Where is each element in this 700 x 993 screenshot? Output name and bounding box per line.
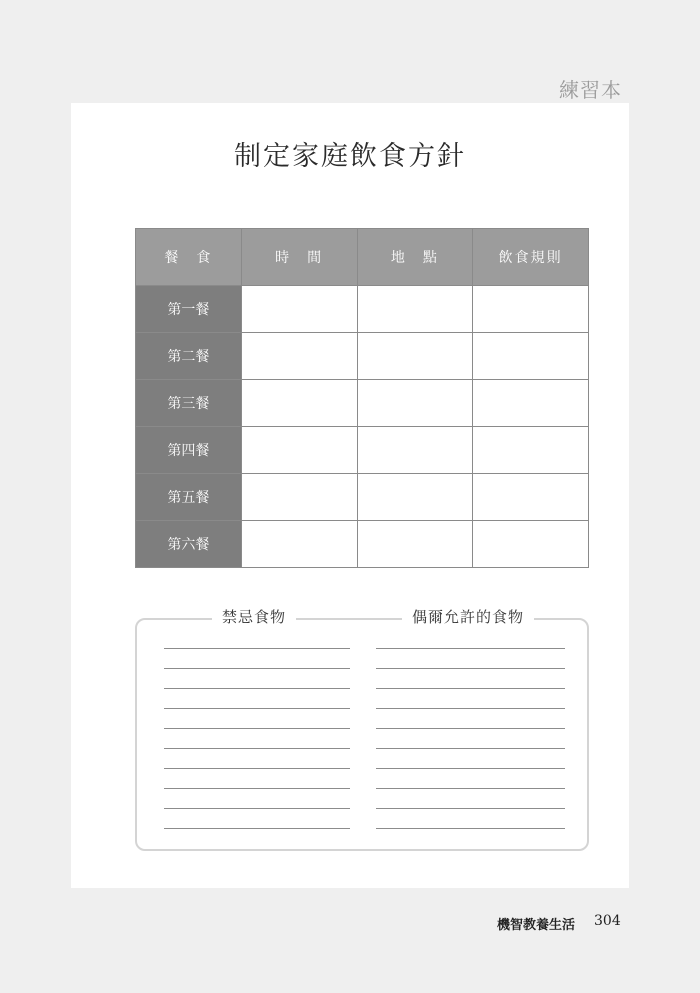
rules-cell[interactable] xyxy=(473,427,589,474)
row-label: 第二餐 xyxy=(136,333,242,380)
writing-line[interactable] xyxy=(164,708,350,709)
column-header-rules: 飲食規則 xyxy=(473,229,589,286)
table-header-row xyxy=(136,229,589,286)
page-title: 制定家庭飲食方針 xyxy=(234,141,466,172)
writing-line[interactable] xyxy=(164,808,350,809)
time-cell[interactable] xyxy=(241,333,357,380)
footer-book-title: 機智教養生活 xyxy=(497,918,576,933)
writing-line[interactable] xyxy=(376,768,565,769)
rules-cell[interactable] xyxy=(473,286,589,333)
writing-line[interactable] xyxy=(164,688,350,689)
time-cell[interactable] xyxy=(241,427,357,474)
meal-plan-table xyxy=(135,228,589,568)
rules-cell[interactable] xyxy=(473,380,589,427)
page-number: 304 xyxy=(594,913,621,929)
row-label: 第五餐 xyxy=(136,474,242,521)
time-cell[interactable] xyxy=(241,474,357,521)
writing-line[interactable] xyxy=(164,768,350,769)
row-label: 第三餐 xyxy=(136,380,242,427)
place-cell[interactable] xyxy=(357,521,473,568)
place-cell[interactable] xyxy=(357,427,473,474)
writing-line[interactable] xyxy=(376,648,565,649)
writing-line[interactable] xyxy=(376,728,565,729)
writing-line[interactable] xyxy=(376,808,565,809)
time-cell[interactable] xyxy=(241,380,357,427)
writing-line[interactable] xyxy=(376,708,565,709)
time-cell[interactable] xyxy=(241,286,357,333)
table-row xyxy=(136,427,589,474)
writing-line[interactable] xyxy=(164,788,350,789)
table-row xyxy=(136,286,589,333)
forbidden-foods-lines xyxy=(164,648,350,848)
writing-line[interactable] xyxy=(164,728,350,729)
writing-line[interactable] xyxy=(164,648,350,649)
header-label: 練習本 xyxy=(559,78,622,102)
time-cell[interactable] xyxy=(241,521,357,568)
rules-cell[interactable] xyxy=(473,521,589,568)
allowed-foods-lines xyxy=(376,648,565,848)
writing-line[interactable] xyxy=(376,828,565,829)
table-row xyxy=(136,380,589,427)
table-row xyxy=(136,333,589,380)
place-cell[interactable] xyxy=(357,380,473,427)
column-header-meal: 餐 食 xyxy=(136,229,242,286)
row-label: 第一餐 xyxy=(136,286,242,333)
writing-line[interactable] xyxy=(376,668,565,669)
allowed-foods-title: 偶爾允許的食物 xyxy=(402,606,534,627)
writing-line[interactable] xyxy=(164,828,350,829)
place-cell[interactable] xyxy=(357,333,473,380)
table-row xyxy=(136,474,589,521)
writing-line[interactable] xyxy=(376,788,565,789)
writing-line[interactable] xyxy=(376,688,565,689)
table-row xyxy=(136,521,589,568)
forbidden-foods-title: 禁忌食物 xyxy=(212,606,296,627)
writing-line[interactable] xyxy=(376,748,565,749)
writing-line[interactable] xyxy=(164,668,350,669)
column-header-place: 地 點 xyxy=(357,229,473,286)
rules-cell[interactable] xyxy=(473,333,589,380)
place-cell[interactable] xyxy=(357,286,473,333)
place-cell[interactable] xyxy=(357,474,473,521)
column-header-time: 時 間 xyxy=(241,229,357,286)
writing-line[interactable] xyxy=(164,748,350,749)
row-label: 第四餐 xyxy=(136,427,242,474)
row-label: 第六餐 xyxy=(136,521,242,568)
rules-cell[interactable] xyxy=(473,474,589,521)
